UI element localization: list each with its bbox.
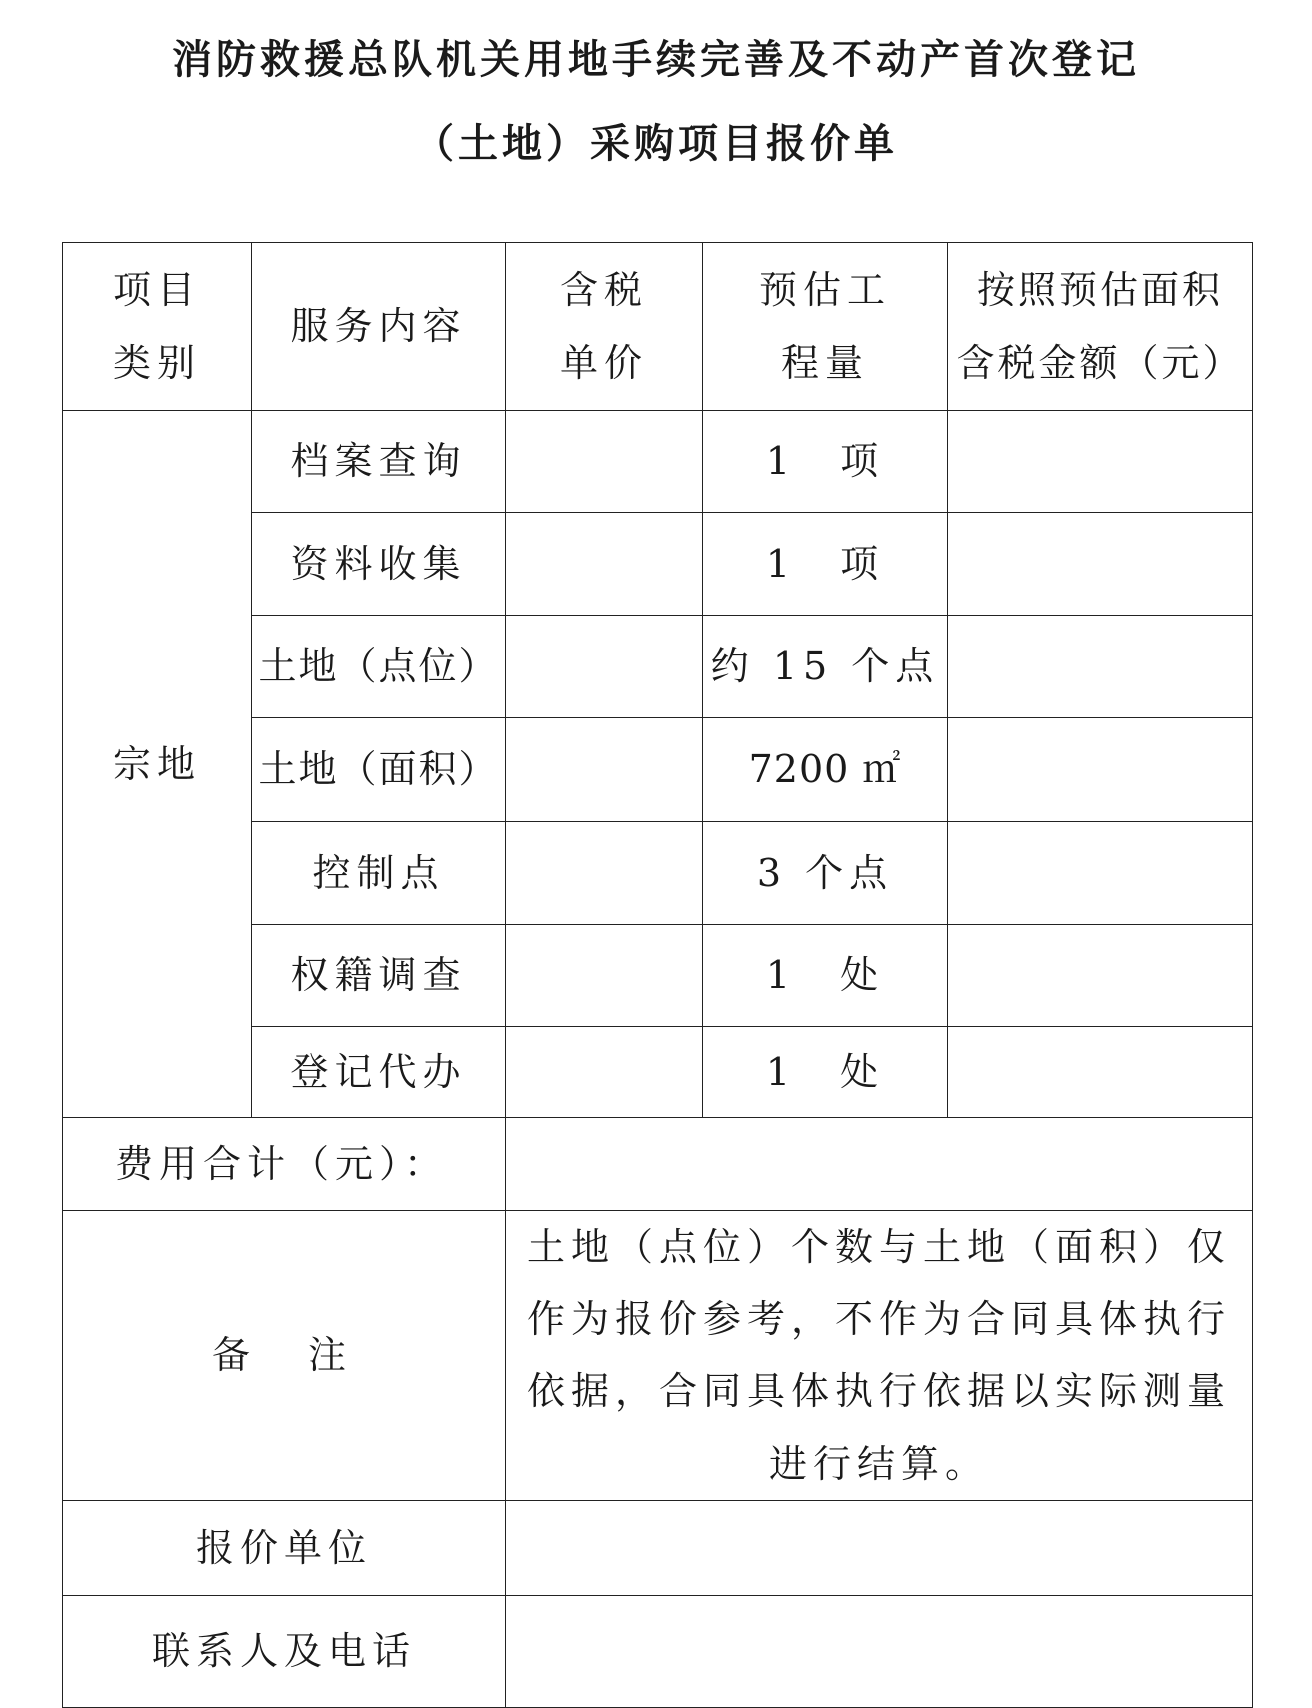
header-amount: 按照预估面积 含税金额（元） xyxy=(948,243,1253,411)
service-cell: 土地（点位） xyxy=(252,616,506,718)
service-cell: 控制点 xyxy=(252,822,506,925)
unit-price-cell xyxy=(506,822,703,925)
service-cell: 权籍调查 xyxy=(252,925,506,1027)
amount-cell xyxy=(948,925,1253,1027)
remarks-row xyxy=(63,1211,1253,1501)
amount-cell xyxy=(948,822,1253,925)
quantity-cell: 1 项 xyxy=(703,411,948,513)
header-quantity: 预估工 程量 xyxy=(703,243,948,411)
header-category: 项目 类别 xyxy=(63,243,252,411)
amount-cell xyxy=(948,718,1253,822)
amount-cell xyxy=(948,513,1253,616)
unit-price-cell xyxy=(506,718,703,822)
document-title-line2: （土地）采购项目报价单 xyxy=(414,120,898,167)
unit-price-cell xyxy=(506,925,703,1027)
contact-label: 联系人及电话 xyxy=(63,1595,506,1707)
unit-price-cell xyxy=(506,513,703,616)
total-value xyxy=(506,1118,1253,1211)
document-title-line1: 消防救援总队机关用地手续完善及不动产首次登记 xyxy=(172,36,1140,83)
quoting-unit-label: 报价单位 xyxy=(63,1500,506,1595)
unit-price-cell xyxy=(506,616,703,718)
category-cell: 宗地 xyxy=(63,411,252,1118)
total-label: 费用合计（元）： xyxy=(63,1118,506,1211)
quantity-cell: 约 15 个点 xyxy=(703,616,948,718)
amount-cell xyxy=(948,616,1253,718)
unit-price-cell xyxy=(506,1027,703,1118)
quantity-cell: 1 处 xyxy=(703,1027,948,1118)
quoting-unit-row xyxy=(63,1500,1253,1595)
service-cell: 档案查询 xyxy=(252,411,506,513)
header-row xyxy=(63,243,1253,411)
quantity-cell: 3 个点 xyxy=(703,822,948,925)
quote-table xyxy=(62,242,1253,1708)
quoting-unit-value xyxy=(506,1500,1253,1595)
service-cell: 资料收集 xyxy=(252,513,506,616)
remarks-label: 备 注 xyxy=(63,1211,506,1501)
unit-price-cell xyxy=(506,411,703,513)
header-service: 服务内容 xyxy=(252,243,506,411)
remarks-text: 土地（点位）个数与土地（面积）仅作为报价参考，不作为合同具体执行依据，合同具体执行依据以实际测量进行结算。 xyxy=(506,1211,1253,1501)
service-cell: 登记代办 xyxy=(252,1027,506,1118)
amount-cell xyxy=(948,1027,1253,1118)
contact-row xyxy=(63,1595,1253,1707)
amount-cell xyxy=(948,411,1253,513)
quantity-cell: 7200 ㎡ xyxy=(703,718,948,822)
contact-value xyxy=(506,1595,1253,1707)
quantity-cell: 1 项 xyxy=(703,513,948,616)
service-cell: 土地（面积） xyxy=(252,718,506,822)
quantity-cell: 1 处 xyxy=(703,925,948,1027)
header-unit-price: 含税 单价 xyxy=(506,243,703,411)
table-row xyxy=(63,411,1253,513)
total-row xyxy=(63,1118,1253,1211)
